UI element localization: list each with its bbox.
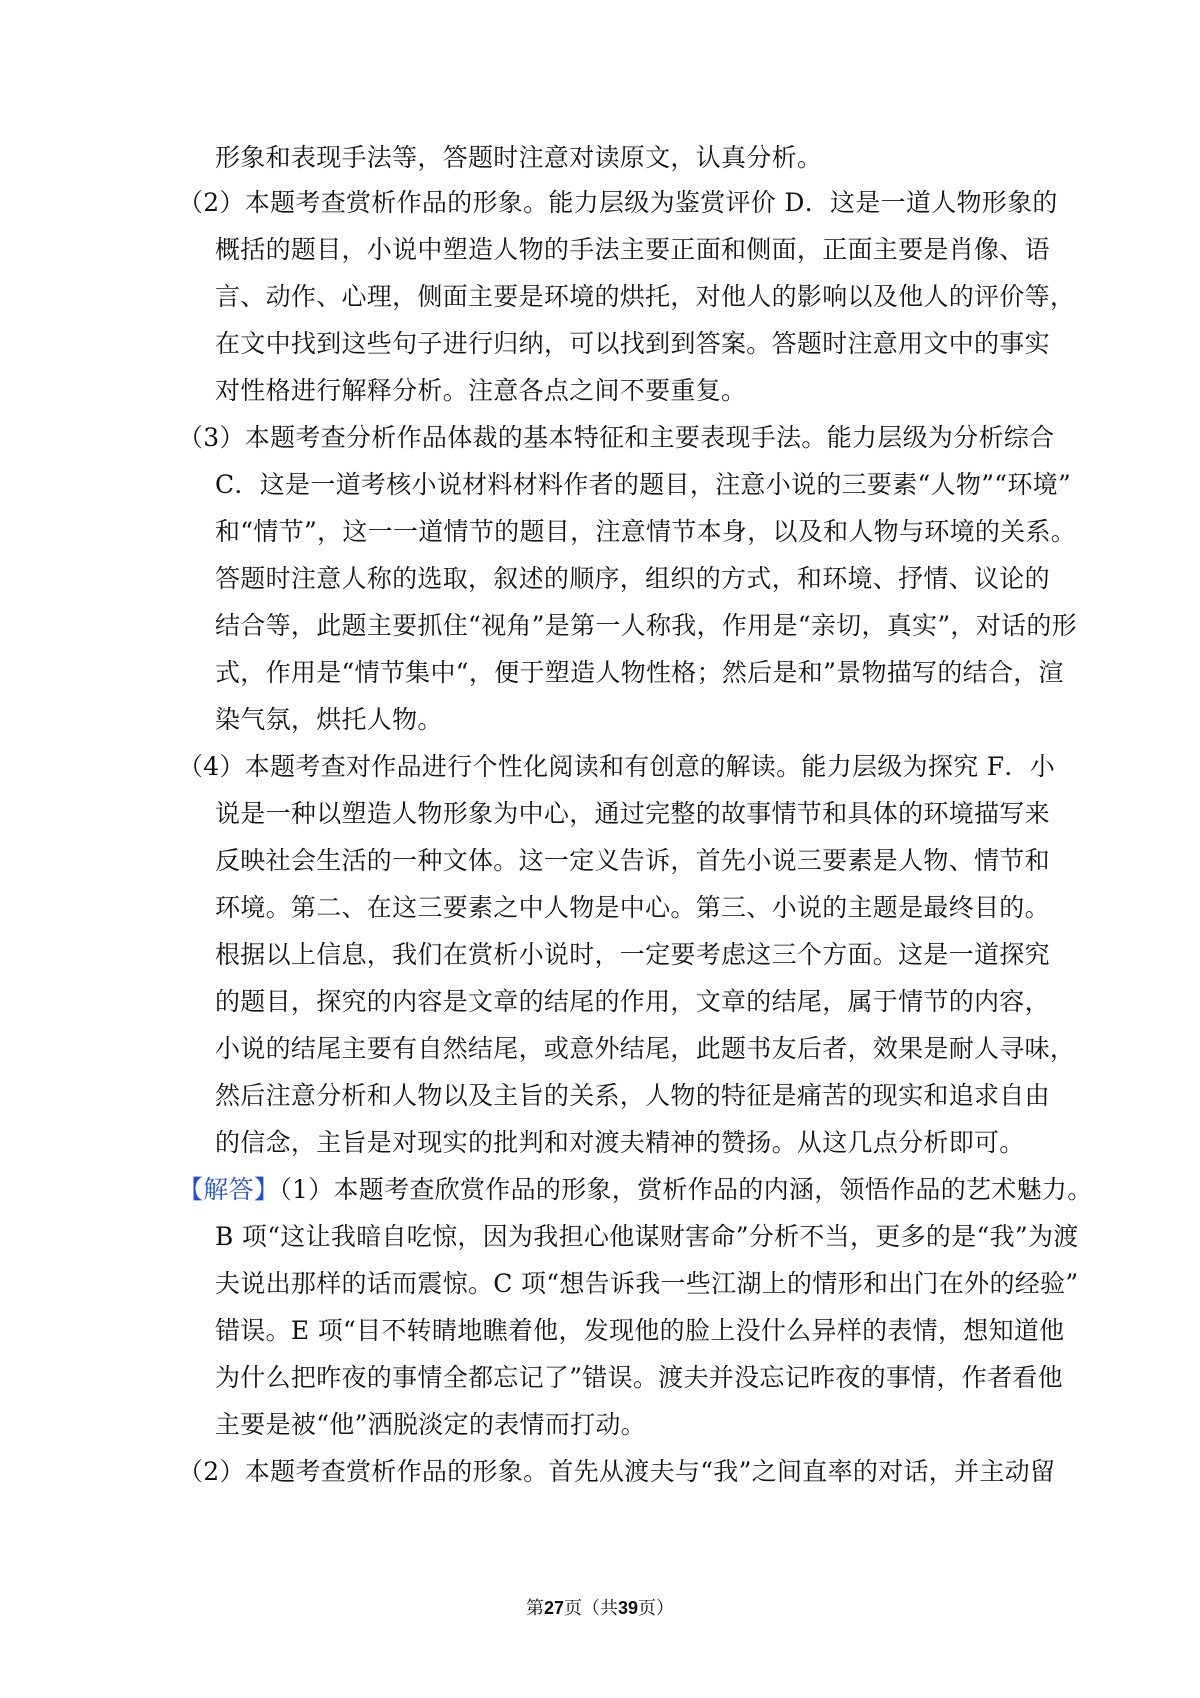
answer-line: 夫说出那样的话而震惊。C 项“想告诉我一些江湖上的情形和出门在外的经验”: [215, 1269, 1079, 1298]
text-line: 答题时注意人称的选取，叙述的顺序，组织的方式，和环境、抒情、议论的: [215, 564, 1050, 593]
text-line: 对性格进行解释分析。注意各点之间不要重复。: [215, 376, 747, 405]
answer-line: B 项“这让我暗自吃惊，因为我担心他谋财害命”分析不当，更多的是“我”为渡: [215, 1222, 1079, 1251]
text-line: 染气氛，烘托人物。: [215, 705, 443, 734]
text-line: （4）本题考查对作品进行个性化阅读和有创意的解读。能力层级为探究 F．小: [178, 752, 1056, 781]
text-line: 和“情节”，这一一道情节的题目，注意情节本身，以及和人物与环境的关系。: [215, 517, 1077, 546]
footer-suffix: 页）: [638, 1598, 675, 1619]
answer-line: 主要是被“他”洒脱淡定的表情而打动。: [215, 1410, 646, 1439]
page-footer: [0, 1596, 1200, 1621]
text-line: 反映社会生活的一种文体。这一定义告诉，首先小说三要素是人物、情节和: [215, 846, 1050, 875]
text-line: 结合等，此题主要抓住“视角”是第一人称我，作用是“亲切，真实”，对话的形: [215, 611, 1077, 640]
text-line: 说是一种以塑造人物形象为中心，通过完整的故事情节和具体的环境描写来: [215, 799, 1050, 828]
text-line: （3）本题考查分析作品体裁的基本特征和主要表现手法。能力层级为分析综合: [178, 423, 1055, 452]
text-line: 概括的题目，小说中塑造人物的手法主要正面和侧面，正面主要是肖像、语: [215, 235, 1050, 264]
text-line: 在文中找到这些句子进行归纳，可以找到到答案。答题时注意用文中的事实: [215, 329, 1050, 358]
text-line: （2）本题考查赏析作品的形象。能力层级为鉴赏评价 D．这是一道人物形象的: [178, 188, 1058, 217]
text-line: 言、动作、心理，侧面主要是环境的烘托，对他人的影响以及他人的评价等，: [215, 282, 1076, 311]
text-line: 形象和表现手法等，答题时注意对读原文，认真分析。: [215, 143, 823, 172]
text-line: 小说的结尾主要有自然结尾，或意外结尾，此题书友后者，效果是耐人寻味，: [215, 1034, 1076, 1063]
text-line: 的信念，主旨是对现实的批判和对渡夫精神的赞扬。从这几点分析即可。: [215, 1128, 1025, 1157]
text-line: 环境。第二、在这三要素之中人物是中心。第三、小说的主题是最终目的。: [215, 893, 1050, 922]
answer-line: 为什么把昨夜的事情全都忘记了”错误。渡夫并没忘记昨夜的事情，作者看他: [215, 1363, 1063, 1392]
answer-line: （2）本题考查赏析作品的形象。首先从渡夫与“我”之间直率的对话，并主动留: [178, 1457, 1056, 1486]
text-line: 式，作用是“情节集中“，便于塑造人物性格；然后是和”景物描写的结合，渲: [215, 658, 1064, 687]
text-line: 然后注意分析和人物以及主旨的关系，人物的特征是痛苦的现实和追求自由: [215, 1081, 1050, 1110]
text-line: C．这是一道考核小说材料材料作者的题目，注意小说的三要素“人物”“环境”: [215, 470, 1072, 499]
answer-label: 【解答】: [178, 1175, 280, 1204]
footer-prefix: 第: [525, 1598, 544, 1619]
text-line: 的题目，探究的内容是文章的结尾的作用，文章的结尾，属于情节的内容，: [215, 987, 1050, 1016]
page-total: 39: [618, 1598, 639, 1618]
answer-text: （1）本题考查欣赏作品的形象，赏析作品的内涵，领悟作品的艺术魅力。: [279, 1175, 1093, 1204]
answer-line: 错误。E 项“目不转睛地瞧着他，发现他的脸上没什么异样的表情，想知道他: [215, 1316, 1065, 1345]
page-number: 27: [543, 1598, 564, 1618]
text-line: 根据以上信息，我们在赏析小说时，一定要考虑这三个方面。这是一道探究: [215, 940, 1050, 969]
answer-first-line: [178, 1172, 1093, 1208]
footer-middle: 页（共: [564, 1598, 618, 1619]
